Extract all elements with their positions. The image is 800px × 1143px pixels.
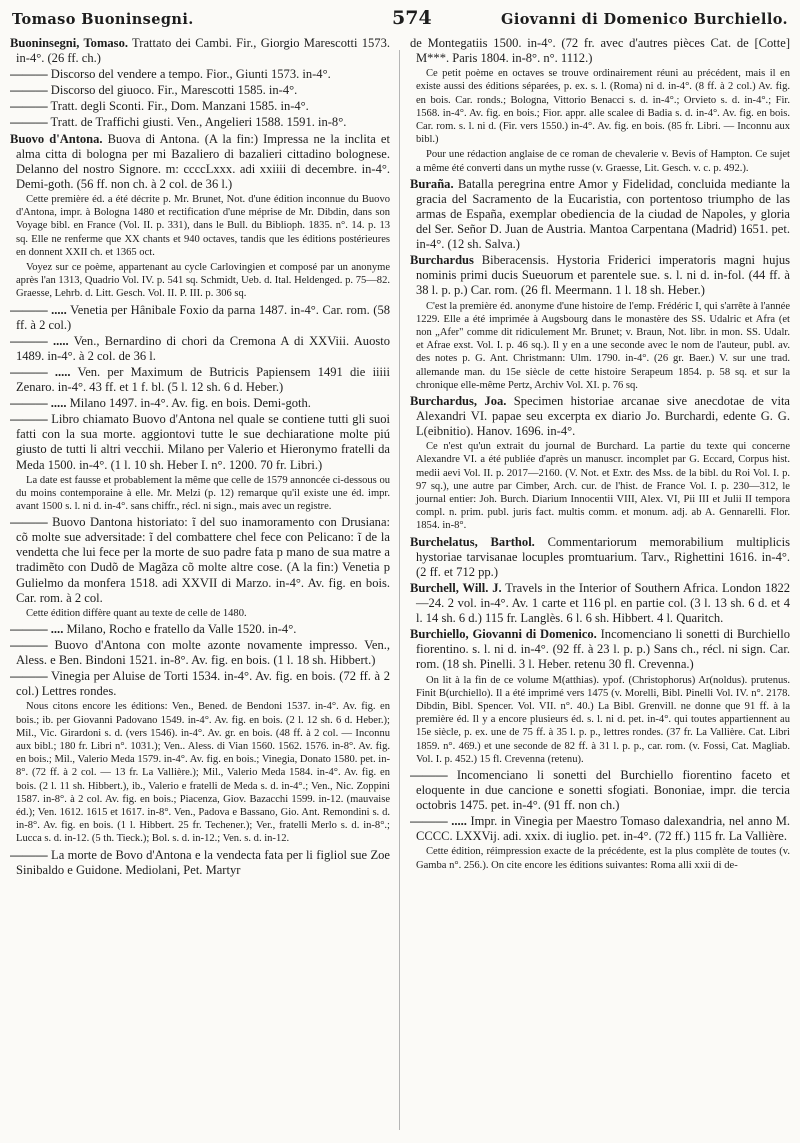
bibliographic-note: On lit à la fin de ce volume M(atthias). ypof. (Christophorus) Ar(noldus). prutenus. Finit B(urchiello). Il a été imprimé vers 1475 (v. Morelli, Bibl. Pinelli Vol. IV. n°. 2178. Dibdin, Bibl. Spencer. Vol. VII. n°. 40.) La Bibl. Grenvill. ne donne que 91 ff. à la première éd. Il y a encore plusieurs éd. s. l. ni d. pet. in-4°. qui toutes appartiennent au 15e siècle, p. ex. une de 75 ff. à 35 l. p. p., lettres rondes. (37 fr. La Vallière. Cat. Libri 1859. n°. 469.) et une seconde de 82 ff. à 31 l. p. p., car. rom. (v. Fossi, Cat. Magliab. Vol. I. p. 452.) 15 fl. Crevenna (retenu).: [416, 674, 790, 765]
bibliographic-note: Pour une rédaction anglaise de ce roman de chevalerie v. Bevis of Hampton. Ce sujet a même été converti dans un mythe russe (v. Graesse, Lit. Gesch. v. c. p. 492.).: [416, 149, 790, 174]
entry-text: Venetia per Hânibale Foxio da parna 1487. in-4°. Car. rom. (58 ff. à 2 col.): [16, 302, 390, 332]
entry-headword: ——— .....: [10, 302, 67, 317]
entry-text: Specimen historiae arcanae sive anecdotae de vita Alexandri VI. papae seu excerpta ex diario Jo. Burchardi, edente G. G. L(eibnitio). Hanov. 1696. in-4°.: [416, 393, 790, 439]
bibliographic-note: La date est fausse et probablement la même que celle de 1579 annoncée ci-dessous ou du moins contemporaine à elle. Mr. Melzi (p. 12) remarque qu'il existe une éd. impr. avant 1500 s. l. ni d. in-4°. sans chiffr., récl. ni sign., mais avec un registre.: [16, 474, 390, 512]
catalog-entry: [10, 83, 390, 98]
entry-headword: ———: [10, 847, 48, 862]
entry-text: Buovo d'Antona con molte azonte novamente impresso. Ven., Aless. e Ben. Bindoni 1521. in-8°. Av. fig. en bois. (1 l. 18 sh. Hibbert.): [16, 638, 390, 668]
catalog-entry: [10, 848, 390, 878]
entry-headword: ———: [10, 412, 48, 427]
entry-text: La morte de Bovo d'Antona e la vendecta fata per li figliol sue Zoe Sinibaldo e Guidone. Mediolani, Pet. Martyr: [16, 847, 390, 877]
entry-headword: Buovo d'Antona.: [10, 131, 103, 146]
catalog-entry: [10, 115, 390, 130]
entry-headword: Buraña.: [410, 176, 454, 191]
catalog-entry: [10, 303, 390, 333]
bibliographic-note: Ce petit poème en octaves se trouve ordinairement réuni au précédent, mais il en existe aussi des éditions séparées, p. ex. s. l. (Roma) ni d. in-4°. (8 ff. à 2 col.) Av. fig. en bois. Car. ronds.; Bologna, Vittorio Benacci s. d. in-4°.; Orvieto s. d. in-4°.; Fir. 1568. in-4°. Av. fig. en bois.; Fior. appr. alle scalee di Badia s. d. in-4°. Av. fig. en bois. Car. rom. s. l. ni d. (Fir. vers 1550.) in-4°. Av. fig. en bois. (85 fr. Libri. — Inconnu aux bibl.): [416, 68, 790, 146]
entry-headword: Burchardus, Joa.: [410, 393, 507, 408]
entry-headword: Burchiello, Giovanni di Domenico.: [410, 627, 597, 642]
entry-headword: Burchardus: [410, 253, 474, 268]
entry-headword: ———: [10, 83, 48, 98]
entry-headword: ——— .....: [10, 396, 67, 411]
entry-text: Libro chiamato Buovo d'Antona nel quale se contiene tutti gli suoi fatti con la sua morte. aggiontovi tutte le sue dechiaratione molte piú giusto de tutti li altri vecchii. Milano per Valerio et Hieronymo fratelli da Meda 1500. in-4°. (1 l. 10 sh. Heber I. n°. 1200. 70 fr. Libri.): [16, 412, 390, 472]
entry-text: Ven. per Maximum de Butricis Papiensem 1491 die iiiii Zenaro. in-4°. 43 ff. et 1 f. bl. (5 l. 12 sh. 6 d. Heber.): [16, 364, 390, 395]
entry-headword: ——— ....: [10, 621, 64, 636]
catalog-entry: [10, 622, 390, 637]
catalog-entry: [10, 36, 390, 66]
entry-text: Batalla peregrina entre Amor y Fidelidad, concluida mediante la gracia del Sacramento de la Eucaristia, con portentoso triumpho de las armas de España, exemplar obediencia de la ciudad de Napoles, y gloria del Ser. Señor D. Juan de Austria. Mantoa Carpentana (Madrid) 1651. pet. in-4°. (12 sh. Salva.): [416, 176, 790, 252]
running-head-left: Tomaso Buoninsegni.: [12, 11, 194, 28]
catalog-entry: [410, 36, 790, 66]
catalog-entry: [10, 132, 390, 192]
catalog-entry: [10, 334, 390, 364]
entry-text: Buovo Dantona historiato: ĩ del suo inamoramento con Drusiana: cõ molte sue adversitade: ĩ del combattere chel fece con Pelicano: ĩ de la vendetta che lui fece per la morte de suo padre fata p mano de sua matre a tradimẽto con Dudõ de Magãza cõ molte altre cose. (A la fin:) Venetia p Gulielmo da monfera 1518. adi XXVII di Marzo. in-4°. Av. fig. en bois. Car. rom. à 2 col.: [16, 515, 390, 605]
entry-text: Discorso del vendere a tempo. Fior., Giunti 1573. in-4°.: [47, 67, 331, 82]
entry-headword: ——— .....: [10, 364, 71, 379]
running-head-right: Giovanni di Domenico Burchiello.: [501, 11, 788, 28]
entry-headword: Burchell, Will. J.: [410, 580, 502, 595]
catalog-entry: [10, 396, 390, 411]
entry-text: Commentariorum memorabilium multiplicis hystoriae tarvisanae locuples promtuarium. Tarv., Righettini 1616. in-4°. (2 ff. et 712 pp.): [416, 534, 790, 579]
entry-headword: ———: [410, 767, 448, 782]
entry-text: Buova di Antona. (A la fin:) Impressa ne la inclita et alma citta di bologna per mi Bazaliero di bazalieri cittadino bolognese. Delanno del nostro Signore. m: ccccLxxx. adi xxiiii di decembre. in-4°. Demi-goth. (56 ff. non ch. à 2 col. de 36 l.): [16, 131, 390, 191]
entry-text: Vinegia per Aluise de Torti 1534. in-4°. Av. fig. en bois. (72 ff. à 2 col.) Lettres rondes.: [16, 669, 390, 699]
catalog-entry: [10, 99, 390, 114]
bibliographic-note: Cette première éd. a été décrite p. Mr. Brunet, Not. d'une édition inconnue du Buovo d'Antona, impr. à Bologna 1480 et rectification d'une méprise de Mr. Dibdin, dans son Voyage bibl. en France (Vol. II. p. 331), dans le Bull. du Biblioph. 1835. n°. 14. p. 13 sq. Elle ne renferme que XX chants et 940 octaves, tandis que les éditions postérieures en donnent XXII ch. et 1365 oct.: [16, 193, 390, 258]
catalog-entry: [10, 515, 390, 606]
bibliographic-note: C'est la première éd. anonyme d'une histoire de l'emp. Frédéric I, qui s'arrête à l'année 1229. Elle a été imprimée à Augsbourg dans le monastère des SS. Udalric et Afra (et non „Afer" comme dit ridiculement Mr. Brunet; v. Braun, Not. libr. in mon. SS. Udalr. et Afrae exst. Vol. I. p. 46 sq.). Il y en a une seconde avec le nom de l'auteur, publ. av. des notes p. G. Ant. Christmann: Ulm. 1790. in-4°. (26 gr. Baer.) V. sur une trad. allemande man. du 15e siècle de cette histoire Serapeum 1854. p. 58 sq. et sur la chronique elle-même Pertz, Archiv Vol. XI. p. 76 sq.: [416, 300, 790, 391]
entry-text: Impr. in Vinegia per Maestro Tomaso dalexandria, nel anno M. CCCC. LXXVij. adi. xxix. di iuglio. pet. in-4°. (72 ff.) 115 fr. La Vallière.: [416, 814, 790, 844]
entry-headword: ——— .....: [10, 333, 69, 348]
catalog-entry: [410, 768, 790, 813]
entry-headword: ——— .....: [410, 814, 467, 829]
entry-text: Trattato dei Cambi. Fir., Giorgio Marescotti 1573. in-4°. (26 ff. ch.): [16, 36, 390, 66]
catalog-entry: [410, 253, 790, 298]
catalog-entry: [410, 581, 790, 626]
page-number: 574: [392, 7, 432, 29]
entry-headword: Burchelatus, Barthol.: [410, 534, 535, 549]
entry-text: Discorso del giuoco. Fir., Marescotti 1585. in-4°.: [47, 83, 298, 98]
entry-text: Incomenciano li sonetti di Burchiello fiorentino. s. l. ni d. in-4°. (92 ff. à 23 l. p. p.) Sans ch., récl. ni sign. Car. rom. (18 sh. Pinelli. 3 l. Heber. retenu 30 fl. Crevenna.): [416, 627, 790, 672]
entry-text: Travels in the Interior of Southern Africa. London 1822—24. 2 vol. in-4°. Av. 1 carte et 116 pl. en partie col. (3 l. 13 sh. 6 d. et 4 l. 14 sh. 6 d.) 115 fr. Langlès. 6 l. 6 sh. Hibbert. 4 l. Quaritch.: [416, 580, 790, 626]
column-divider: [399, 50, 400, 1130]
catalog-entry: [410, 627, 790, 672]
right-column: [410, 36, 790, 1136]
bibliographic-note: Nous citons encore les éditions: Ven., Bened. de Bendoni 1537. in-4°. Av. fig. en bois.; ib. per Giovanni Padovano 1549. in-4°. Av. fig. en bois. (2 l. 12 sh. 6 d. Heber.); Mil., Vic. Girardoni s. d. (vers 1546). in-4°. Av. gr. en bois. (48 ff. à 2 col. — Inconnu aux bibl.; 180 fr. Libri n°. 1031.); Ven.. Aless. di Vian 1560. 1562. 1576. in-8°. Av. fig. en bois.; Mil., Valerio Meda 1579. in-4°. Av. fig. en bois.; Vinegia, Donato 1580. pet. in-8°. (72 ff. à 2 col. — 13 fr. La Vallière.); Mil., Valerio Meda 1584. in-4°. Av. fig. en bois. (2 l. 11 sh. Hibbert.), ib., Valerio e fratelli de Meda s. d. in-4°.; Ven., Nic. Zoppini 1587. in-8°. à 2 col. Av. fig. en bois.; Piacenza, Giov. Bazacchi 1599. in-12. (mauvaise éd.); Ven. 1612. 1615 et 1617. in-8°. Ven., Padova e Bassano, Gio. Ant. Remondini s. d. in-8°. Av. fig. en bois. (1 l. Hibbert. 25 fr. Techener.); Ver., fratelli Merlo s. d. in-8°.; Lucca s. d. in-12. (5 th. Tieck.); Bol. s. d. in-12.; Ven. s. d. in-12.: [16, 701, 390, 845]
bibliographic-note: Cette édition diffère quant au texte de celle de 1480.: [26, 607, 247, 619]
catalog-entry: [410, 535, 790, 580]
entry-headword: Buoninsegni, Tomaso.: [10, 36, 128, 50]
entry-headword: ———: [10, 669, 48, 684]
bibliographic-note: Voyez sur ce poème, appartenant au cycle Carlovingien et composé par un anonyme après l'an 1313, Quadrio Vol. IV. p. 541 sq. Schmidt, Ueb. d. Ital. Heldenged. p. 75—82. Graesse, Lehrb. d. Litt. Gesch. Vol. II. P. III. p. 306 sq.: [16, 261, 390, 300]
entry-text: Tratt. de Traffichi giusti. Ven., Angelieri 1588. 1591. in-8°.: [47, 115, 347, 130]
entry-text: Incomenciano li sonetti del Burchiello fiorentino faceto et eloquente in due cancione e sonetti sfogiati. Bononiae, impr. die tercia octobris 1475. pet. in-4°. (91 ff. non ch.): [416, 767, 790, 813]
catalog-entry: [10, 638, 390, 668]
running-head: [12, 7, 788, 35]
entry-text: Milano, Rocho e fratello da Valle 1520. in-4°.: [63, 621, 297, 636]
entry-text: Tratt. degli Sconti. Fir., Dom. Manzani 1585. in-4°.: [47, 99, 309, 114]
catalog-entry: [10, 412, 390, 472]
bibliographic-note: Ce n'est qu'un extrait du journal de Burchard. La partie du texte qui concerne Alexandre VI. a été publiée d'après un manuscr. incomplet par G. Eccard, Corpus hist. medii aevi Vol. II. p. 2017—2160. (V. Not. et Extr. des Mss. de la bibl. du Roi Vol. I. p. 97 sq.), une autre par Cimber, Arch. cur. de l'hist. de France Vol. I. p. 230—312, le journal entier: Joh. Burch. Diarium Innocentii VIII, Alex. VI, Pii III et Julii II tempora compl. n. prim. publ. juris fact. multis comm. et monum. adj. ab A. Gennarelli. Flor. 1854. in-8°.: [416, 441, 790, 532]
catalog-entry: [410, 814, 790, 844]
bibliographic-note: Cette édition, réimpression exacte de la précédente, est la plus complète de toutes (v. Gamba n°. 256.). On cite encore les éditions suivantes: Roma alli xxii di de-: [416, 846, 790, 871]
left-column: [10, 36, 390, 1136]
catalog-entry: [10, 365, 390, 395]
catalog-entry: [10, 67, 390, 82]
entry-headword: ———: [10, 638, 48, 653]
entry-text: Milano 1497. in-4°. Av. fig. en bois. Demi-goth.: [66, 396, 311, 411]
catalog-entry: [410, 177, 790, 252]
entry-text: de Montegatiis 1500. in-4°. (72 fr. avec d'autres pièces Cat. de [Cotte] M***. Paris 1804. in-8°. n°. 1112.): [410, 36, 790, 66]
entry-headword: ———: [10, 99, 48, 114]
entry-headword: ———: [10, 115, 48, 130]
entry-text: Biberacensis. Hystoria Friderici imperatoris magni hujus nominis primi ducis Sueuorum et parentele sue. s. l. ni d. in-fol. (44 ff. à 38 l. p. p.) Car. rom. (26 fl. Meermann. 1 l. 18 sh. Heber.): [416, 253, 790, 298]
entry-headword: ———: [10, 67, 48, 82]
entry-headword: ———: [10, 515, 48, 530]
catalog-entry: [10, 669, 390, 699]
catalog-entry: [410, 394, 790, 439]
entry-text: Ven., Bernardino di chori da Cremona A di XXViii. Auosto 1489. in-4°. à 2 col. de 36 l.: [16, 333, 390, 363]
